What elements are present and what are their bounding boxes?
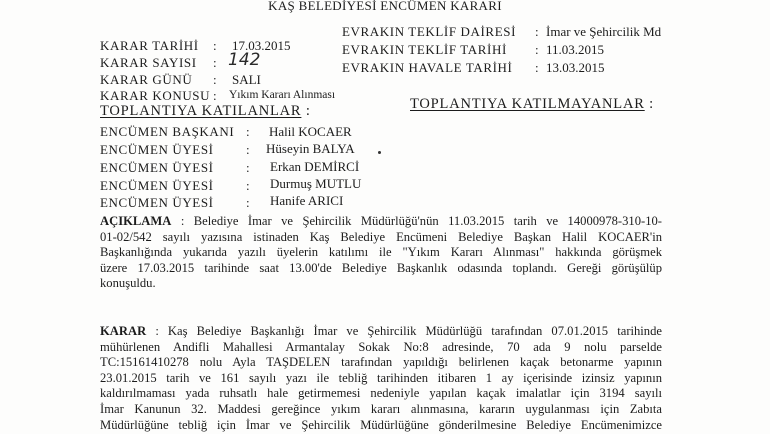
aciklama-line: Başkanlığında yukarıda yazılı üyelerin katılımı ile "Yıkım Kararı Alınması" hakkında görüşmek: [100, 245, 662, 260]
meta-karar-gunu-value: SALI: [232, 72, 261, 87]
attendees-heading: TOPLANTIYA KATILANLAR :: [100, 103, 311, 119]
meta-karar-konusu-label: KARAR KONUSU: [100, 88, 211, 103]
karar-line: İmar Kanunun 32. Maddesi gereğince yıkım kararı alınmasına, kararın uygulanması için Zabıta: [100, 401, 662, 416]
attendee-colon: :: [246, 142, 250, 157]
karar-line: mühürlenen Andifli Mahallesi Armantalay Sokak No:8 adresinde, 70 ada 9 nolu parselde: [100, 339, 662, 354]
meta-colon: :: [213, 38, 217, 53]
stray-mark: [378, 151, 381, 154]
karar-paragraph: [100, 324, 662, 433]
absentees-heading: TOPLANTIYA KATILMAYANLAR :: [410, 96, 654, 112]
attendee-name: Hüseyin BALYA: [266, 141, 355, 156]
attendee-name: Hanife ARICI: [270, 193, 344, 208]
meta-karar-tarihi-value: 17.03.2015: [232, 38, 291, 53]
attendee-role: ENCÜMEN ÜYESİ: [100, 160, 214, 175]
attendee-colon: :: [246, 124, 250, 139]
attendee-role: ENCÜMEN ÜYESİ: [100, 195, 214, 210]
karar-line: Müdürlüğüne tebliğ için İmar ve Şehircilik Müdürlüğüne gönderilmesine Belediye Encümenimizce: [100, 417, 662, 432]
attendee-colon: :: [246, 195, 250, 210]
aciklama-paragraph: [100, 214, 662, 292]
meta-colon: :: [535, 24, 539, 39]
meta-karar-sayisi-label: KARAR SAYISI: [100, 55, 197, 70]
attendee-role: ENCÜMEN BAŞKANI: [100, 124, 235, 139]
attendee-name: Durmuş MUTLU: [270, 176, 362, 191]
aciklama-line: üzere 17.03.2015 tarihinde saat 13.00'de Belediye Başkanlık odasında toplandı. Gereği görüşülüp: [100, 260, 662, 275]
meta-karar-tarihi-label: KARAR TARİHİ: [100, 38, 199, 53]
attendee-name: Halil KOCAER: [269, 124, 352, 139]
meta-colon: :: [535, 42, 539, 57]
attendee-role: ENCÜMEN ÜYESİ: [100, 142, 214, 157]
attendee-colon: :: [246, 160, 250, 175]
karar-line: kaldırılmaması yada ruhsatlı hale getirmemesi nedeniyle yapılan kaçak imalatlar için 3194 sayılı: [100, 386, 662, 401]
aciklama-line: 01-02/542 sayılı yazısına istinaden Kaş Belediye Encümeni Belediye Başkan Halil KOCAER'in: [100, 229, 662, 244]
meta-teklif-dairesi-value: İmar ve Şehircilik Md: [546, 24, 662, 39]
karar-line: KARAR : Kaş Belediye Başkanlığı İmar ve Şehircilik Müdürlüğü tarafından 07.01.2015 tarihinde: [100, 324, 662, 338]
document-title: KAŞ BELEDİYESİ ENCÜMEN KARARI: [268, 0, 502, 13]
karar-label: KARAR: [100, 324, 147, 338]
meta-karar-gunu-label: KARAR GÜNÜ: [100, 72, 193, 87]
aciklama-line: konuşuldu.: [100, 276, 156, 291]
meta-teklif-tarihi-value: 11.03.2015: [546, 42, 605, 57]
meta-teklif-dairesi-label: EVRAKIN TEKLİF DAİRESİ: [342, 24, 517, 39]
karar-line: TC:15161410278 nolu Ayla TAŞDELEN tarafından yapıldığı belirlenen kaçak betonarme yapının: [100, 355, 662, 370]
meta-karar-sayisi-value: 142: [228, 50, 261, 70]
attendee-colon: :: [246, 178, 250, 193]
meta-colon: :: [535, 60, 539, 75]
meta-colon: :: [213, 72, 217, 87]
karar-line: 23.01.2015 tarih ve 161 sayılı yazı ile tebliğ tarihinden itibaren 1 ay içerisinde izinsiz yapının: [100, 370, 662, 385]
attendee-role: ENCÜMEN ÜYESİ: [100, 178, 214, 193]
meta-karar-konusu-value: Yıkım Kararı Alınması: [229, 89, 336, 101]
aciklama-label: AÇIKLAMA: [100, 214, 172, 228]
meta-colon: :: [213, 55, 217, 70]
meta-teklif-tarihi-label: EVRAKIN TEKLİF TARİHİ: [342, 42, 507, 57]
attendee-name: Erkan DEMİRCİ: [270, 159, 360, 174]
aciklama-line: AÇIKLAMA : Belediye İmar ve Şehircilik Müdürlüğü'nün 11.03.2015 tarih ve 14000978-310-10-: [100, 214, 662, 228]
meta-colon: :: [213, 88, 217, 103]
meta-havale-tarihi-value: 13.03.2015: [546, 60, 605, 75]
meta-havale-tarihi-label: EVRAKIN HAVALE TARİHİ: [342, 60, 513, 75]
